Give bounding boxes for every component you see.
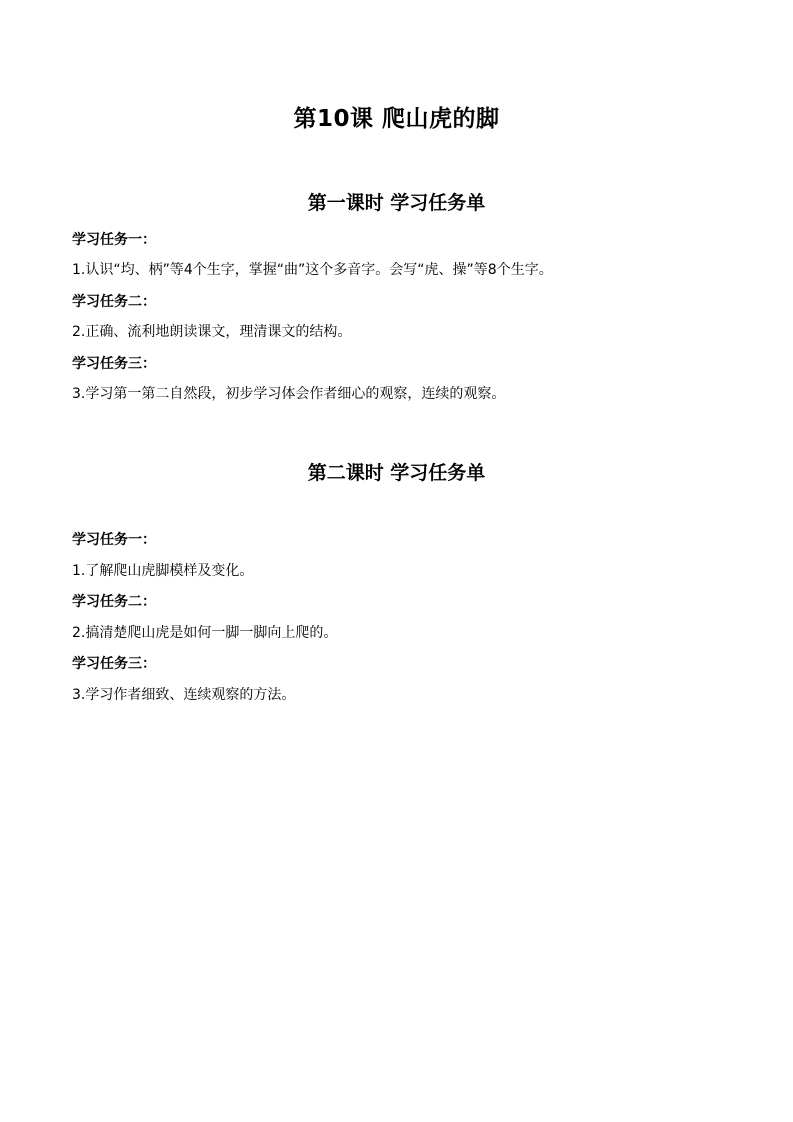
task-label: 学习任务二： [72, 594, 156, 610]
document-title: 第10课 爬山虎的脚 [293, 106, 500, 132]
task-label: 学习任务一： [72, 532, 156, 548]
task-label: 学习任务三： [72, 356, 156, 372]
task-text: 2.正确、流利地朗读课文，理清课文的结构。 [72, 324, 352, 340]
task-text: 1.了解爬山虎脚模样及变化。 [72, 563, 254, 579]
task-text: 2.搞清楚爬山虎是如何一脚一脚向上爬的。 [72, 625, 338, 641]
task-label: 学习任务二： [72, 294, 156, 310]
section-heading: 第二课时 学习任务单 [307, 462, 486, 484]
task-label: 学习任务三： [72, 656, 156, 672]
task-text: 3.学习第一第二自然段，初步学习体会作者细心的观察，连续的观察。 [72, 386, 506, 402]
task-text: 1.认识“均、柄”等4个生字，掌握“曲”这个多音字。会写“虎、操”等8个生字。 [72, 262, 553, 278]
task-text: 3.学习作者细致、连续观察的方法。 [72, 687, 296, 703]
section-heading: 第一课时 学习任务单 [307, 192, 486, 214]
task-label: 学习任务一： [72, 232, 156, 248]
